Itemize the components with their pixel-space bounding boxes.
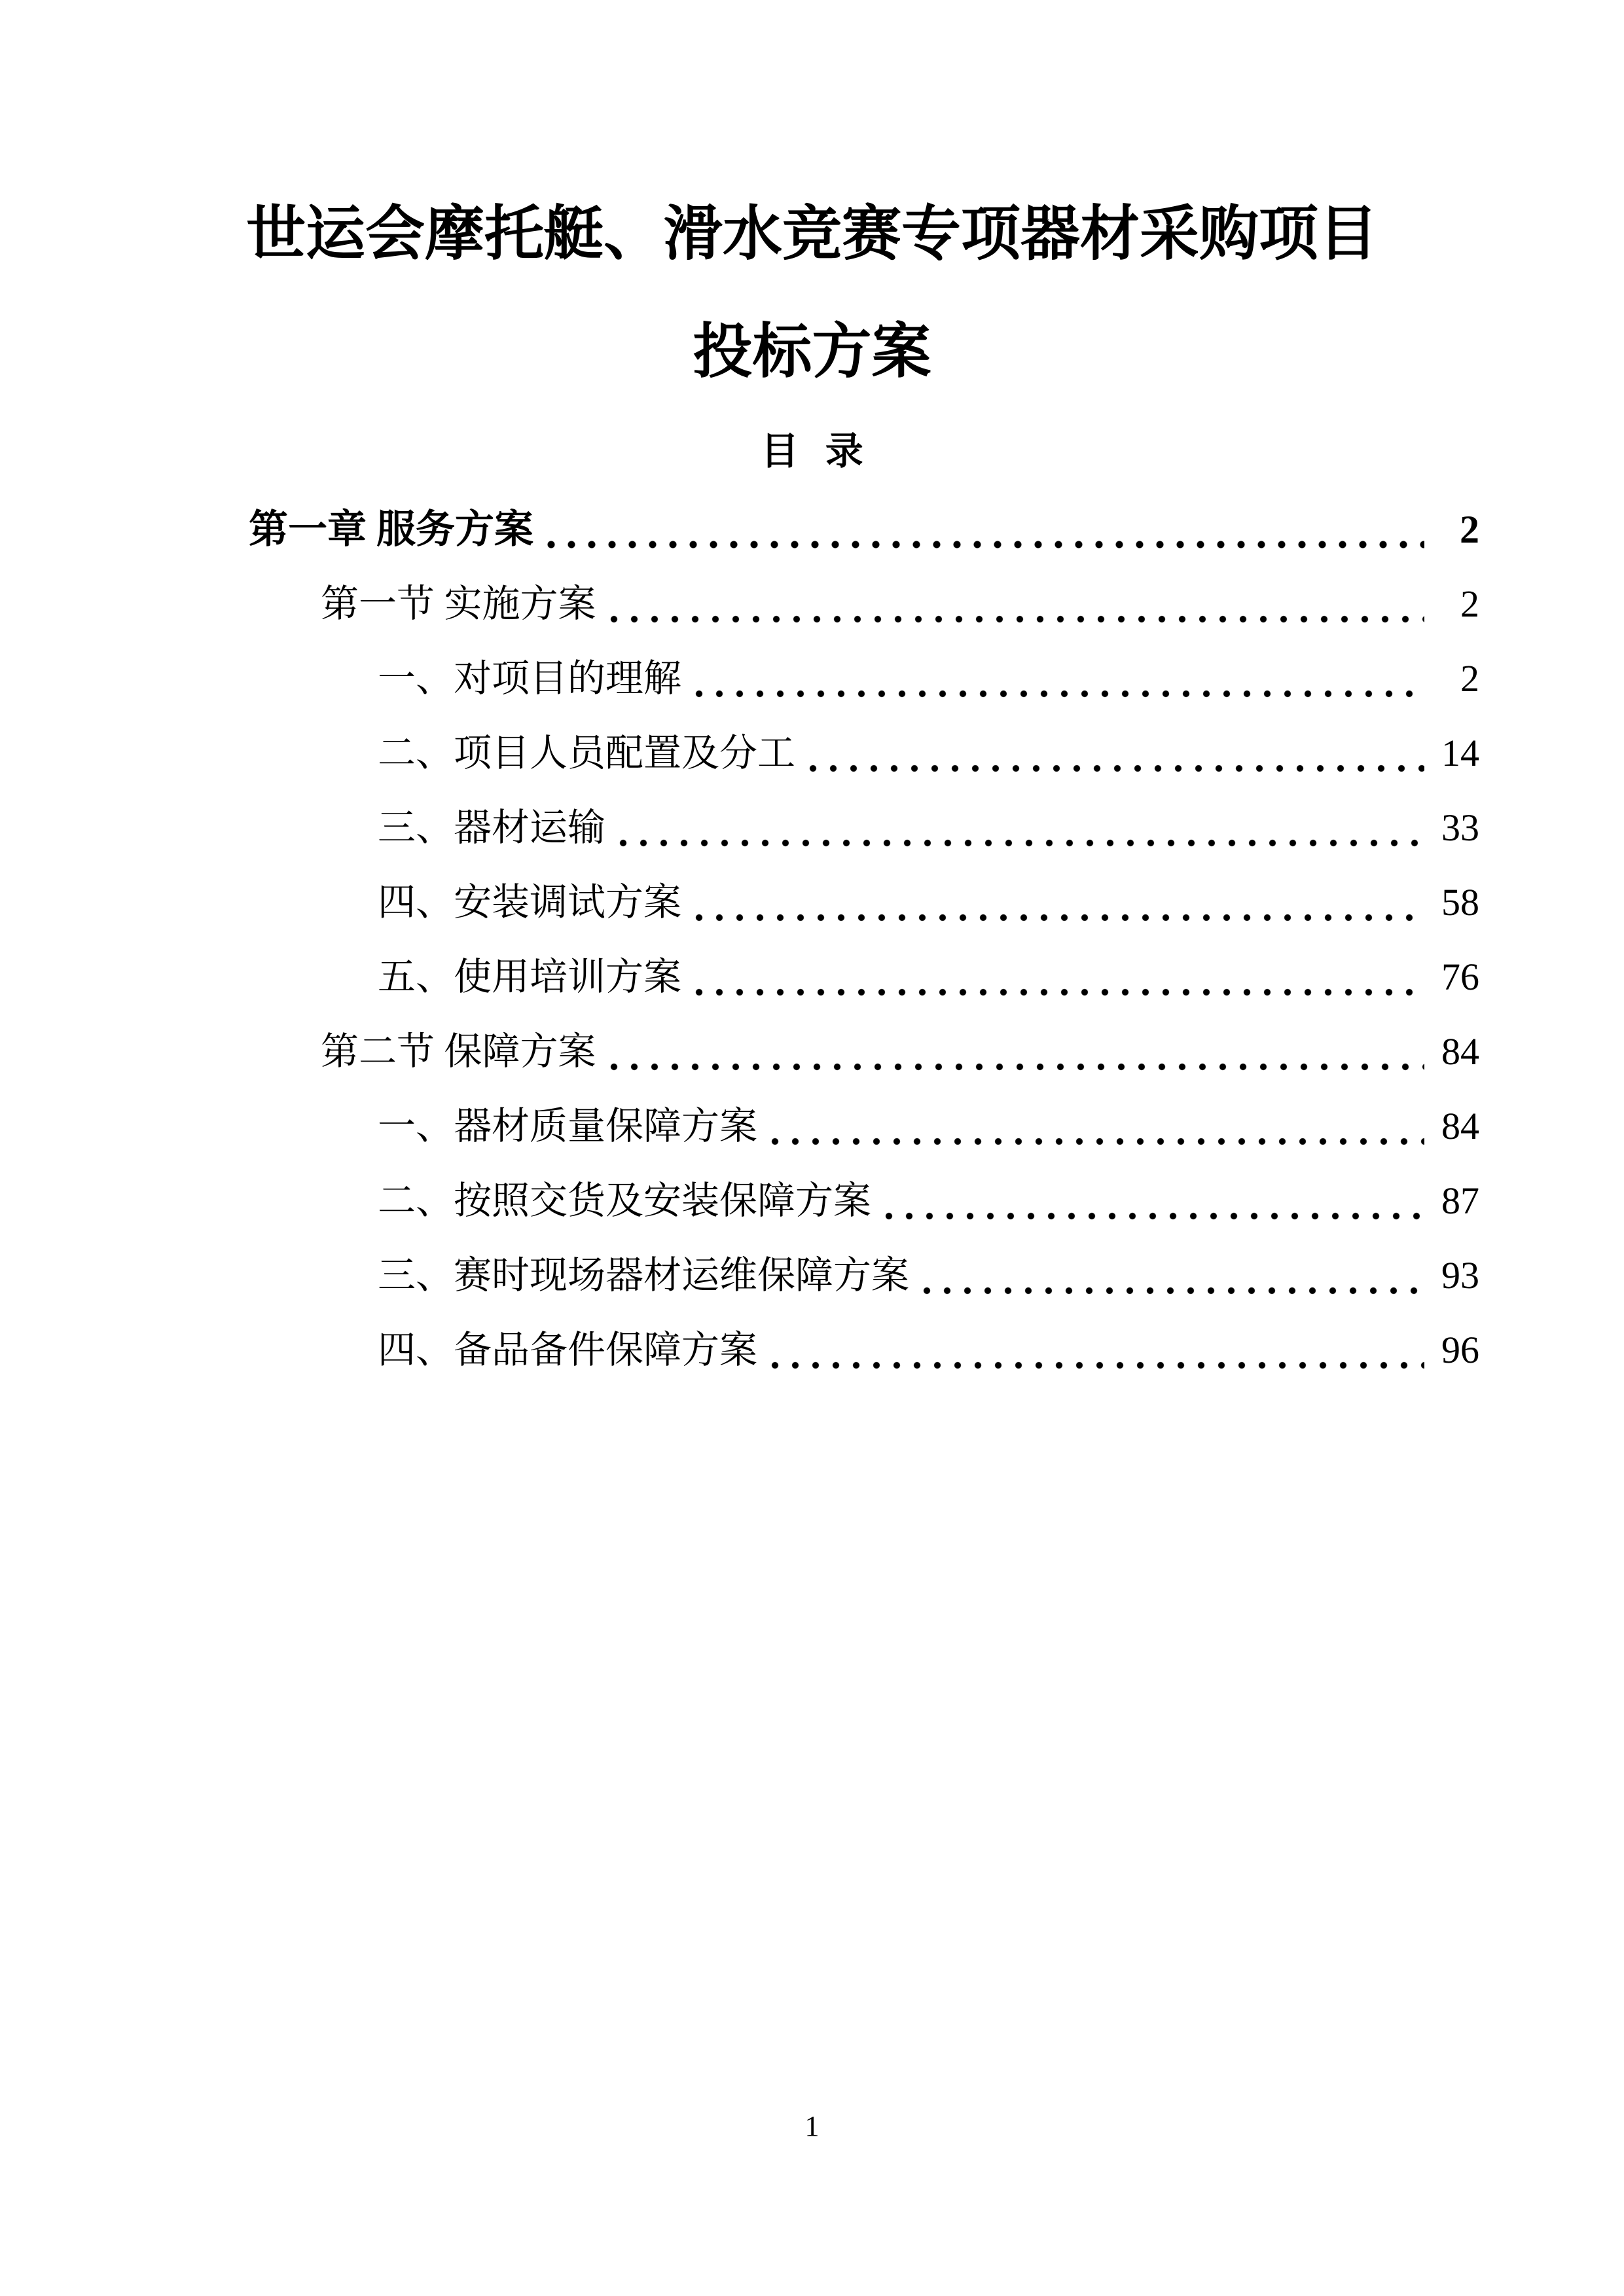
toc-entry-page: 2 [1460,508,1479,551]
dot-leader [689,641,1424,716]
toc-entry-page: 96 [1441,1329,1479,1371]
toc-entry-page: 2 [1460,657,1479,700]
toc-entry[interactable] [0,865,1624,940]
toc-entry-label: 一、器材质量保障方案 [378,1105,758,1147]
dot-leader [613,791,1424,865]
toc-entry[interactable] [0,1089,1624,1164]
toc-entry-label: 第一节 实施方案 [321,583,596,625]
toc-entry-label: 五、使用培训方案 [378,956,682,998]
toc-entry-page: 84 [1441,1030,1479,1073]
toc-entry-page: 14 [1441,732,1479,774]
toc-entry-label: 四、安装调试方案 [378,881,682,924]
toc-entry[interactable] [0,492,1624,567]
toc-entry[interactable] [0,641,1624,716]
toc-entry-page: 87 [1441,1179,1479,1222]
toc-entry[interactable] [0,1164,1624,1238]
dot-leader [765,1313,1424,1388]
dot-leader [541,492,1424,567]
dot-leader [604,1014,1424,1089]
document-title-line1: 世运会摩托艇、滑水竞赛专项器材采购项目 [245,201,1378,267]
dot-leader [689,865,1424,940]
toc [0,492,1624,1388]
toc-entry-page: 33 [1441,806,1479,849]
toc-entry-label: 第二节 保障方案 [321,1030,596,1073]
dot-leader [917,1238,1424,1313]
toc-entry-label: 四、备品备件保障方案 [378,1329,758,1371]
dot-leader [803,716,1424,791]
toc-entry-page: 93 [1441,1254,1479,1297]
toc-entry-page: 76 [1441,956,1479,998]
toc-entry[interactable] [0,791,1624,865]
toc-entry-page: 84 [1441,1105,1479,1147]
toc-entry[interactable] [0,1238,1624,1313]
toc-entry-label: 一、对项目的理解 [378,657,682,700]
page-number-footer: 1 [804,2110,820,2142]
toc-heading: 目 录 [761,430,863,473]
toc-entry-label: 三、赛时现场器材运维保障方案 [378,1254,910,1297]
toc-entry[interactable] [0,940,1624,1014]
document-title-line2: 投标方案 [693,319,931,385]
toc-entry-label: 第一章 服务方案 [249,508,533,551]
toc-entry-label: 三、器材运输 [378,806,606,849]
toc-entry-label: 二、按照交货及安装保障方案 [378,1179,872,1222]
toc-entry-page: 2 [1460,583,1479,625]
dot-leader [604,567,1424,641]
toc-entry[interactable] [0,716,1624,791]
toc-entry-page: 58 [1441,881,1479,924]
dot-leader [689,940,1424,1014]
toc-entry[interactable] [0,1014,1624,1089]
dot-leader [879,1164,1424,1238]
toc-entry[interactable] [0,1313,1624,1388]
toc-entry[interactable] [0,567,1624,641]
toc-entry-label: 二、项目人员配置及分工 [378,732,796,774]
dot-leader [765,1089,1424,1164]
